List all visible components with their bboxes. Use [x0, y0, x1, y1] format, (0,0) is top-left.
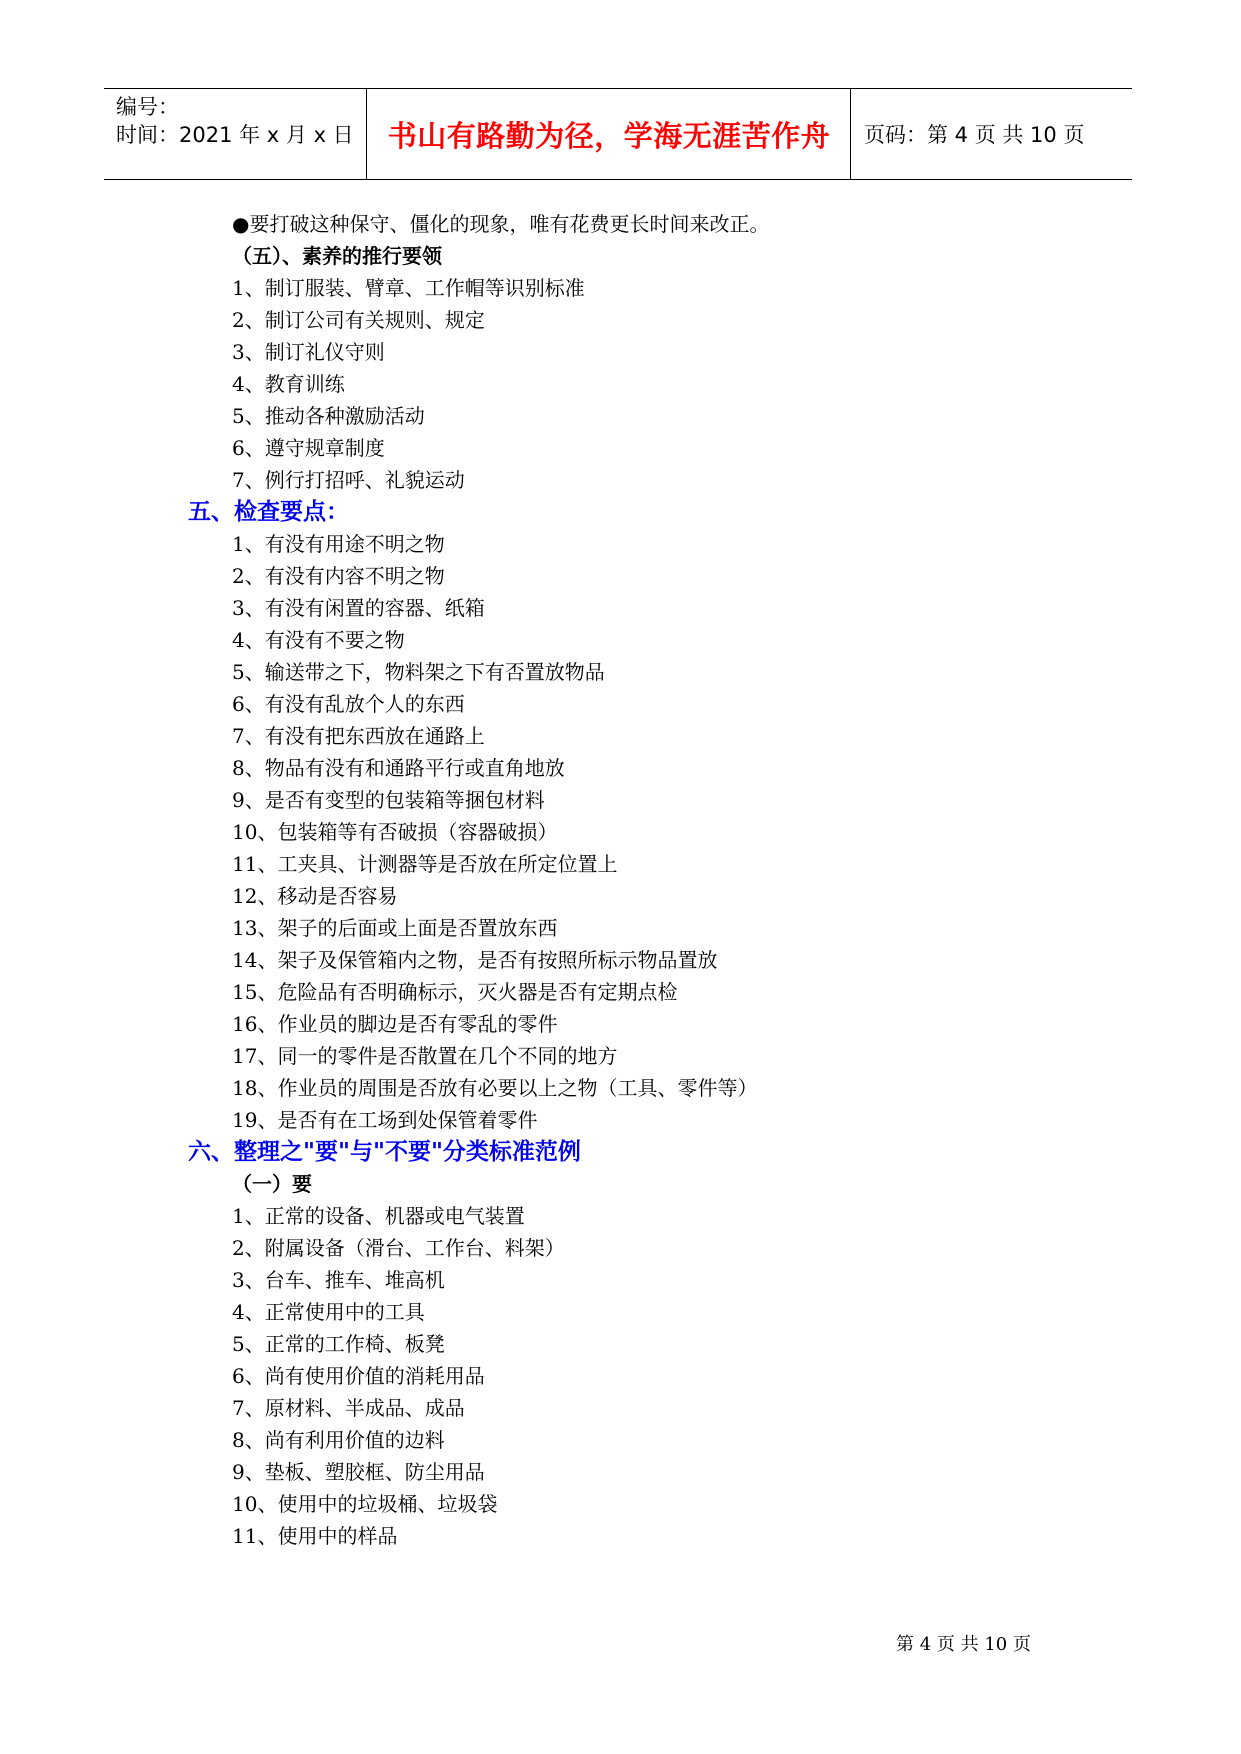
header-number: 编号：: [116, 95, 179, 119]
intro-line: ●要打破这种保守、僵化的现象，唯有花费更长时间来改正。: [232, 212, 770, 236]
list-item: 4、有没有不要之物: [232, 628, 405, 652]
list-item: 5、推动各种激励活动: [232, 404, 425, 428]
list-item: 1、有没有用途不明之物: [232, 532, 445, 556]
list-item: 4、教育训练: [232, 372, 345, 396]
list-item: 6、有没有乱放个人的东西: [232, 692, 465, 716]
list-item: 8、物品有没有和通路平行或直角地放: [232, 756, 565, 780]
list-item: 5、正常的工作椅、板凳: [232, 1332, 445, 1356]
header-divider: [850, 89, 851, 179]
list-item: 10、使用中的垃圾桶、垃圾袋: [232, 1492, 498, 1516]
list-item: 1、制订服装、臂章、工作帽等识别标准: [232, 276, 585, 300]
list-item: 16、作业员的脚边是否有零乱的零件: [232, 1012, 558, 1036]
list-item: 8、尚有利用价值的边料: [232, 1428, 445, 1452]
subsection-heading: （五）、素养的推行要领: [232, 244, 442, 268]
list-item: 1、正常的设备、机器或电气装置: [232, 1204, 525, 1228]
list-item: 9、垫板、塑胶框、防尘用品: [232, 1460, 485, 1484]
list-item: 14、架子及保管箱内之物，是否有按照所标示物品置放: [232, 948, 718, 972]
list-item: 3、制订礼仪守则: [232, 340, 385, 364]
header-page-number: 页码：第 4 页 共 10 页: [864, 123, 1085, 147]
list-item: 18、作业员的周围是否放有必要以上之物（工具、零件等）: [232, 1076, 758, 1100]
list-item: 6、尚有使用价值的消耗用品: [232, 1364, 485, 1388]
list-item: 10、包装箱等有否破损（容器破损）: [232, 820, 558, 844]
list-item: 3、有没有闲置的容器、纸箱: [232, 596, 485, 620]
list-item: 19、是否有在工场到处保管着零件: [232, 1108, 538, 1132]
header-time: 时间：2021 年 x 月 x 日: [116, 123, 354, 147]
list-item: 9、是否有变型的包装箱等捆包材料: [232, 788, 545, 812]
list-item: 11、使用中的样品: [232, 1524, 398, 1548]
list-item: 5、输送带之下，物料架之下有否置放物品: [232, 660, 605, 684]
section-heading: 六、整理之"要"与"不要"分类标准范例: [188, 1139, 581, 1165]
list-item: 17、同一的零件是否散置在几个不同的地方: [232, 1044, 618, 1068]
list-item: 15、危险品有否明确标示，灭火器是否有定期点检: [232, 980, 678, 1004]
list-item: 2、制订公司有关规则、规定: [232, 308, 485, 332]
list-item: 12、移动是否容易: [232, 884, 398, 908]
list-item: 6、遵守规章制度: [232, 436, 385, 460]
list-item: 3、台车、推车、堆高机: [232, 1268, 445, 1292]
list-item: 2、有没有内容不明之物: [232, 564, 445, 588]
list-item: 4、正常使用中的工具: [232, 1300, 425, 1324]
subsection-heading: （一）要: [232, 1172, 312, 1196]
document-header: [104, 88, 1132, 180]
header-divider: [366, 89, 367, 179]
header-motto: 书山有路勤为径，学海无涯苦作舟: [387, 118, 831, 153]
list-item: 7、例行打招呼、礼貌运动: [232, 468, 465, 492]
list-item: 7、原材料、半成品、成品: [232, 1396, 465, 1420]
list-item: 7、有没有把东西放在通路上: [232, 724, 485, 748]
section-heading: 五、检查要点：: [188, 499, 349, 525]
list-item: 11、工夹具、计测器等是否放在所定位置上: [232, 852, 618, 876]
list-item: 2、附属设备（滑台、工作台、料架）: [232, 1236, 565, 1260]
list-item: 13、架子的后面或上面是否置放东西: [232, 916, 558, 940]
header-meta: [116, 93, 354, 149]
page-footer: 第 4 页 共 10 页: [896, 1634, 1031, 1655]
